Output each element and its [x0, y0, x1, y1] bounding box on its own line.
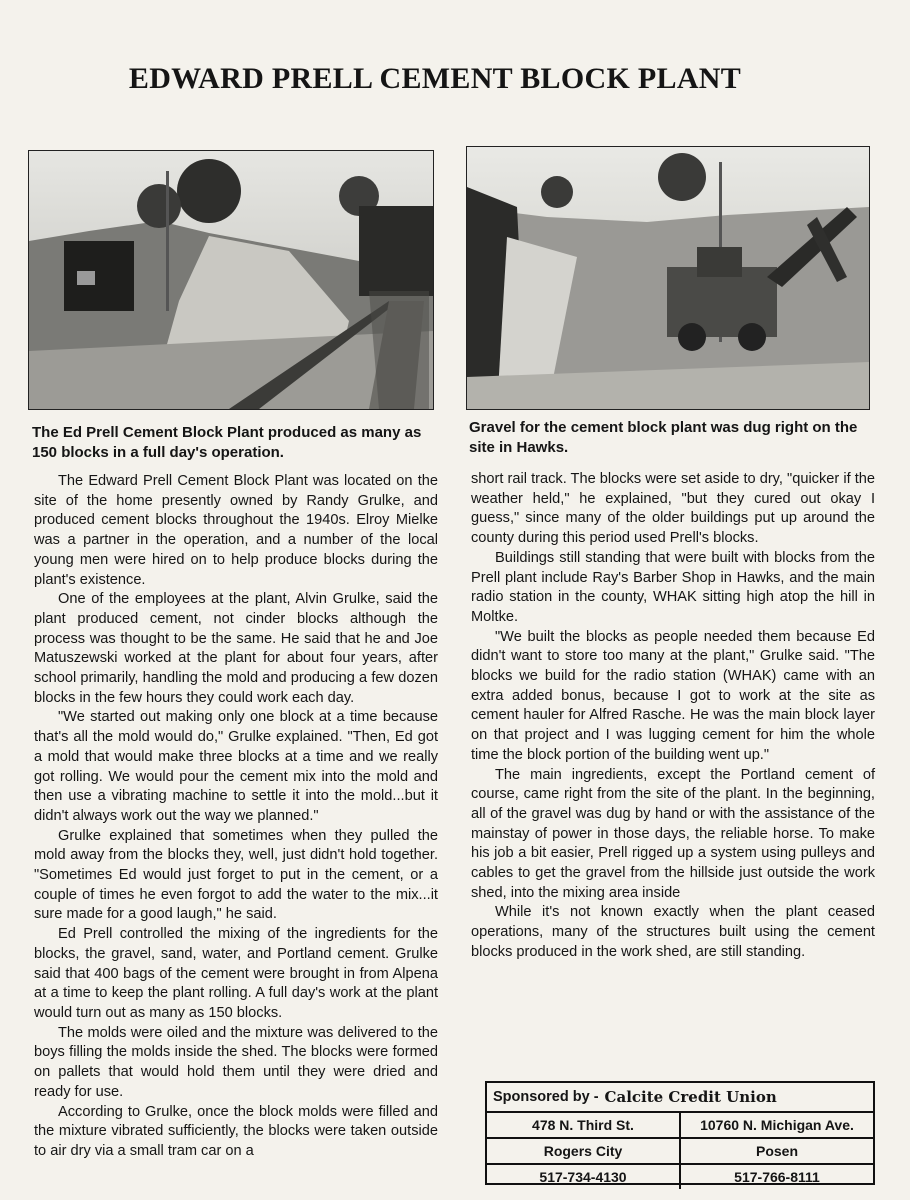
paragraph: "We started out making only one block at a time because that's all the mold would do," Grulke explained. "Then, Ed got a mold that would make three blocks at a time and we really got rolling. We would pour the cement mix into the mold and then use a vibrating machine to settle it into the mold...but it didn't always work out the way we planned." — [34, 709, 438, 824]
sponsor-address-left: 478 N. Third St. — [487, 1113, 681, 1137]
sponsor-header — [487, 1083, 873, 1113]
block-plant-photo — [28, 150, 434, 410]
paragraph: The Edward Prell Cement Block Plant was located on the site of the home presently owned by Randy Grulke, and produced cement blocks throughout the 1940s. Elroy Mielke was a partner in the operation, and a number of the local young men were hired on to help produce blocks during the plant's existence. — [34, 473, 438, 588]
paragraph: The main ingredients, except the Portland cement of course, came right from the site of the plant. In the beginning, all of the gravel was dug by hand or with the assistance of the mainstay of power in those days, the reliable horse. To make his job a bit easier, Prell rigged up a system using pulleys and cables to get the gravel from the hillside just outside the work shed, into the mixing area inside — [471, 766, 875, 901]
sponsor-address-right: 10760 N. Michigan Ave. — [700, 1117, 854, 1133]
sponsor-city-right: Posen — [755, 1143, 798, 1159]
sponsor-phone-right: 517-766-8111 — [734, 1169, 820, 1185]
sponsor-label: Sponsored by - — [493, 1089, 599, 1105]
article-column-right — [471, 470, 875, 963]
photo-caption: The Ed Prell Cement Block Plant produced as many as 150 blocks in a full day's operation. — [32, 424, 422, 461]
sponsor-address-row — [487, 1113, 873, 1139]
paragraph: Ed Prell controlled the mixing of the ingredients for the blocks, the gravel, sand, water, and Portland cement. Grulke said that 400 bags of the cement were brought in from Alpena at a time to keep the plant rolling. A full day's work at the plant would turn out as many as 150 blocks. — [34, 926, 438, 1021]
photo-caption: Gravel for the cement block plant was dug right on the site in Hawks. — [469, 419, 858, 456]
paragraph: short rail track. The blocks were set aside to dry, "quicker if the weather held," he explained, "but they cured out okay I guess," since many of the older buildings put up around the county during this period used Prell's blocks. — [471, 471, 875, 547]
paragraph: The molds were oiled and the mixture was delivered to the boys filling the molds inside the shed. The blocks were formed on pallets that would hold them until they were dried and ready for use. — [34, 1024, 438, 1100]
paragraph: "We built the blocks as people needed them because Ed didn't want to store too many at the plant," Grulke said. "The blocks we build for the radio station (WHAK) came with an extra added bonus, because I got to work at the site as cement hauler for Alfred Rasche. He was the main block layer on that project and I was lugging cement for him the whole time the block portion of the building went up." — [471, 628, 875, 763]
sponsor-phone-row — [487, 1165, 873, 1189]
page-title: EDWARD PRELL CEMENT BLOCK PLANT — [128, 62, 742, 95]
paragraph: One of the employees at the plant, Alvin Grulke, said the plant produced cement, not cinder blocks although the process was thought to be the same. He said that he and Joe Matuszewski worked at the plant for about four years, after school primarily, handling the mold and producing a few dozen blocks in the few hours they could work each day. — [34, 591, 438, 706]
gravel-pit-photo — [466, 146, 870, 410]
sponsor-organization: Calcite Credit Union — [604, 1088, 777, 1106]
sponsor-city-left: Rogers City — [487, 1139, 681, 1163]
paragraph: Grulke explained that sometimes when they pulled the mold away from the blocks they, well, just didn't hold together. "Sometimes Ed would just forget to put in the cement, or a couple of times he even forgot to add the water to the mix...it sure made for a good laugh," he said. — [34, 827, 438, 923]
paragraph: Buildings still standing that were built with blocks from the Prell plant include Ray's Barber Shop in Hawks, and the main radio station in the county, WHAK sitting high atop the hill in Moltke. — [471, 549, 875, 625]
article-column-left — [34, 472, 438, 1162]
sponsor-phone-left: 517-734-4130 — [487, 1165, 681, 1189]
paragraph: While it's not known exactly when the plant ceased operations, many of the structures built using the cement blocks produced in the work shed, are still standing. — [471, 904, 875, 960]
sponsor-box — [485, 1081, 875, 1185]
sponsor-city-row — [487, 1139, 873, 1165]
paragraph: According to Grulke, once the block molds were filled and the mixture vibrated sufficiently, the blocks were taken outside to air dry via a small tram car on a — [34, 1103, 438, 1159]
